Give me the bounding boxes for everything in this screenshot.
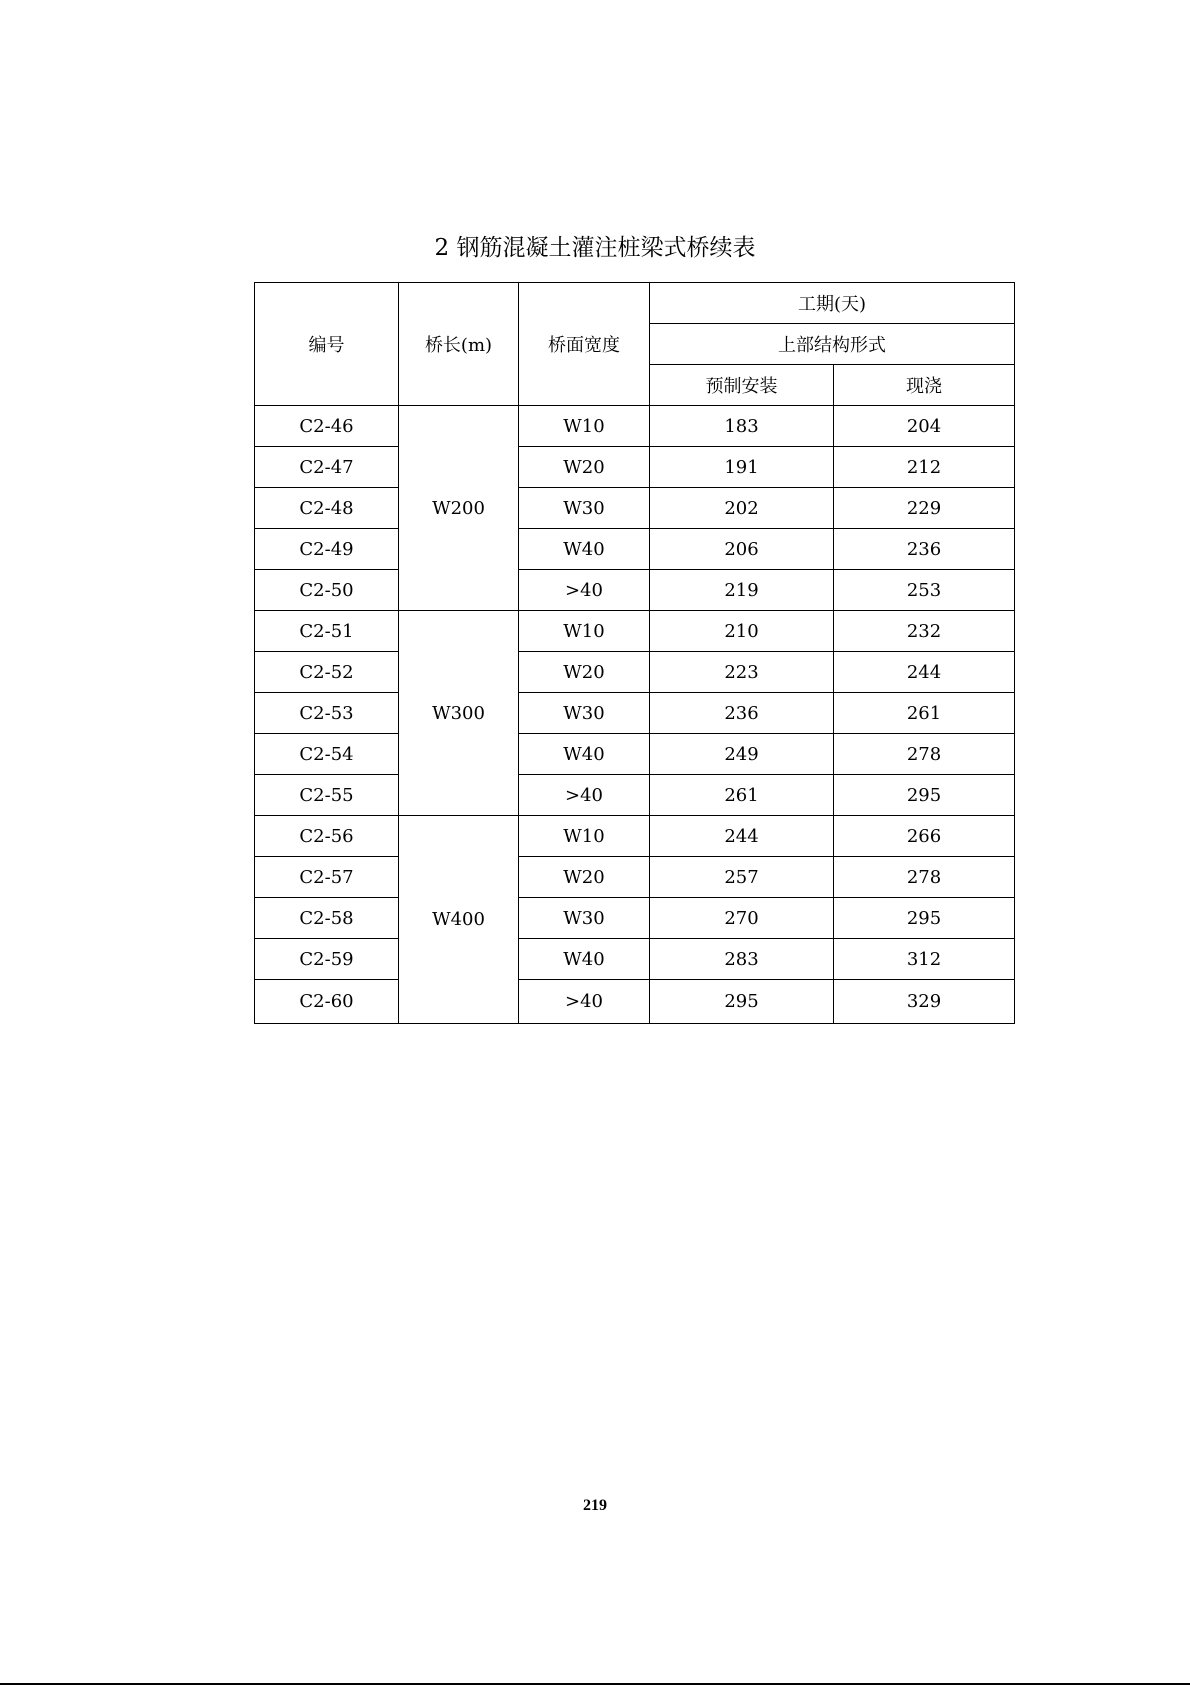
table-row: [255, 857, 1015, 898]
cell-width: W30: [519, 693, 650, 734]
table-row: [255, 488, 1015, 529]
cell-code: C2-46: [255, 406, 399, 447]
cell-code: C2-51: [255, 611, 399, 652]
cell-length: W300: [399, 611, 519, 816]
cell-precast: 236: [650, 693, 834, 734]
bridge-duration-table: [254, 282, 1015, 1024]
cell-width: >40: [519, 775, 650, 816]
cell-cast-in-place: 232: [834, 611, 1015, 652]
header-duration: 工期(天): [650, 283, 1015, 324]
cell-precast: 191: [650, 447, 834, 488]
cell-code: C2-50: [255, 570, 399, 611]
cell-code: C2-55: [255, 775, 399, 816]
cell-width: W10: [519, 611, 650, 652]
page-number: 219: [583, 1497, 607, 1514]
cell-width: W10: [519, 816, 650, 857]
header-cast-in-place: 现浇: [834, 365, 1015, 406]
cell-cast-in-place: 278: [834, 734, 1015, 775]
cell-precast: 261: [650, 775, 834, 816]
table-row: [255, 898, 1015, 939]
table-row: [255, 447, 1015, 488]
table-row: [255, 816, 1015, 857]
cell-code: C2-48: [255, 488, 399, 529]
cell-cast-in-place: 278: [834, 857, 1015, 898]
cell-precast: 244: [650, 816, 834, 857]
header-precast: 预制安装: [650, 365, 834, 406]
cell-precast: 270: [650, 898, 834, 939]
cell-width: W30: [519, 488, 650, 529]
table-row: [255, 611, 1015, 652]
cell-cast-in-place: 261: [834, 693, 1015, 734]
cell-width: >40: [519, 570, 650, 611]
cell-cast-in-place: 212: [834, 447, 1015, 488]
cell-width: W40: [519, 734, 650, 775]
cell-precast: 295: [650, 980, 834, 1024]
header-length: 桥长(m): [399, 283, 519, 406]
cell-cast-in-place: 204: [834, 406, 1015, 447]
cell-precast: 283: [650, 939, 834, 980]
cell-width: W10: [519, 406, 650, 447]
cell-cast-in-place: 295: [834, 898, 1015, 939]
cell-precast: 219: [650, 570, 834, 611]
table-row: [255, 406, 1015, 447]
cell-code: C2-59: [255, 939, 399, 980]
cell-code: C2-56: [255, 816, 399, 857]
cell-width: W20: [519, 857, 650, 898]
table-row: [255, 980, 1015, 1024]
page-title: 2 钢筋混凝土灌注桩梁式桥续表: [434, 235, 756, 261]
cell-width: >40: [519, 980, 650, 1024]
cell-width: W40: [519, 529, 650, 570]
cell-code: C2-49: [255, 529, 399, 570]
header-structure: 上部结构形式: [650, 324, 1015, 365]
cell-cast-in-place: 253: [834, 570, 1015, 611]
cell-width: W20: [519, 652, 650, 693]
table-row: [255, 939, 1015, 980]
cell-length: W200: [399, 406, 519, 611]
table-row: [255, 529, 1015, 570]
cell-precast: 249: [650, 734, 834, 775]
table-row: [255, 570, 1015, 611]
cell-code: C2-54: [255, 734, 399, 775]
cell-width: W40: [519, 939, 650, 980]
cell-width: W30: [519, 898, 650, 939]
cell-precast: 202: [650, 488, 834, 529]
cell-code: C2-47: [255, 447, 399, 488]
cell-precast: 183: [650, 406, 834, 447]
cell-cast-in-place: 329: [834, 980, 1015, 1024]
cell-code: C2-58: [255, 898, 399, 939]
cell-cast-in-place: 244: [834, 652, 1015, 693]
cell-code: C2-57: [255, 857, 399, 898]
cell-code: C2-53: [255, 693, 399, 734]
header-code: 编号: [255, 283, 399, 406]
table-row: [255, 775, 1015, 816]
cell-cast-in-place: 229: [834, 488, 1015, 529]
header-width: 桥面宽度: [519, 283, 650, 406]
cell-code: C2-52: [255, 652, 399, 693]
cell-cast-in-place: 266: [834, 816, 1015, 857]
cell-precast: 206: [650, 529, 834, 570]
cell-width: W20: [519, 447, 650, 488]
cell-cast-in-place: 295: [834, 775, 1015, 816]
cell-cast-in-place: 236: [834, 529, 1015, 570]
cell-code: C2-60: [255, 980, 399, 1024]
cell-length: W400: [399, 816, 519, 1024]
table-row: [255, 734, 1015, 775]
table-row: [255, 693, 1015, 734]
cell-precast: 257: [650, 857, 834, 898]
table-body: [255, 406, 1015, 1024]
cell-cast-in-place: 312: [834, 939, 1015, 980]
table-header: [255, 283, 1015, 406]
cell-precast: 210: [650, 611, 834, 652]
cell-precast: 223: [650, 652, 834, 693]
table-row: [255, 652, 1015, 693]
